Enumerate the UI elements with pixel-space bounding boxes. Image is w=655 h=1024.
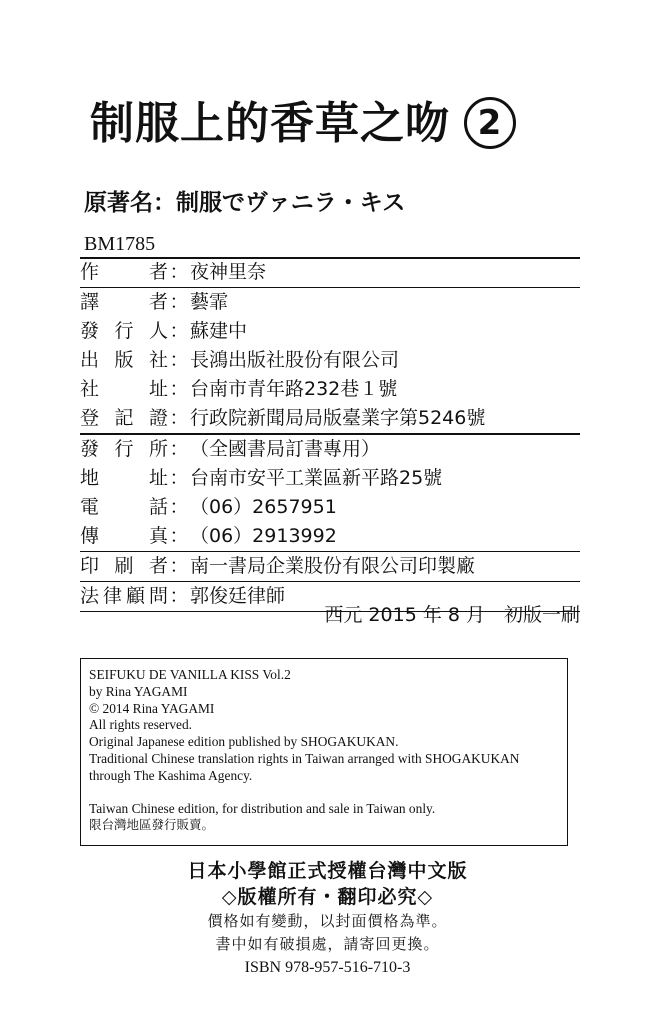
license-line: © 2014 Rina YAGAMI [89,700,215,716]
license-line: All rights reserved. [89,717,193,733]
license-line: SEIFUKU DE VANILLA KISS Vol.2 [89,667,291,682]
colophon-label: 電話 [80,496,168,518]
colophon-row-press: 出版社 ： 長鴻出版社股份有限公司 [80,346,580,375]
colophon-label: 傳真 [80,525,168,547]
colophon-value: 行政院新聞局局版臺業字第5246號 [190,407,486,429]
colophon-row-publisher: 發行人 ： 蘇建中 [80,317,580,346]
volume-number-circle: 2 [464,97,516,149]
colophon-label: 出版社 [80,349,168,371]
book-title-text: 制服上的香草之吻 [90,98,450,149]
colophon-label: 地址 [80,467,168,489]
colophon-label: 發行所 [80,438,168,460]
colophon-label: 登記證 [80,407,168,429]
damage-note: 書中如有破損處，請寄回更換。 [215,935,440,953]
colophon-row-legal-advisor: 法律顧問 ： 郭俊廷律師 [80,582,580,612]
colophon-value: 台南市安平工業區新平路25號 [190,467,443,489]
colophon-label: 發行人 [80,320,168,342]
colophon-row-press-address: 社址 ： 台南市青年路232巷１號 [80,375,580,404]
colophon-value: 台南市青年路232巷１號 [190,378,398,400]
colophon-value: 藝霏 [190,291,229,313]
colophon-row-registration: 登記證 ： 行政院新聞局局版臺業字第5246號 [80,404,580,433]
license-line: by Rina YAGAMI [89,683,188,699]
edition-date: 西元 2015 年 8 月 初版一刷 [324,604,580,626]
colophon-value: 長鴻出版社股份有限公司 [190,349,400,371]
colophon-value: 蘇建中 [190,320,248,342]
book-code: BM1785 [84,233,156,255]
distribution-line: Taiwan Chinese edition, for distribution and sale in Taiwan only. [89,800,436,816]
license-box [80,658,568,846]
license-line: Original Japanese edition published by SHOGAKUKAN. [89,734,399,750]
colophon-value: （06）2913992 [190,525,337,547]
colophon-value: 郭俊廷律師 [190,585,286,607]
colophon-label: 譯者 [80,291,168,313]
colophon-row-fax: 傳真 ： （06）2913992 [80,522,580,552]
rights-statement: ◇版權所有・翻印必究◇ [221,886,434,908]
colophon-value: 南一書局企業股份有限公司印製廠 [190,555,476,577]
distribution-line-zh: 限台灣地區發行販賣。 [89,817,215,833]
colophon-label: 作者 [80,261,168,283]
colophon-value: （全國書局訂書專用） [190,438,381,460]
license-line: Traditional Chinese translation rights in Taiwan arranged with SHOGAKUKAN [89,750,520,766]
colophon-label: 印刷者 [80,555,168,577]
colophon-row-translator: 譯者 ： 藝霏 [80,288,580,317]
license-line: through The Kashima Agency. [89,767,253,783]
colophon-label: 社址 [80,378,168,400]
colophon-row-phone: 電話 ： （06）2657951 [80,493,580,522]
book-title [90,96,610,152]
colophon-value: 夜神里奈 [190,261,267,283]
colophon-value: （06）2657951 [190,496,337,518]
colophon-label: 法律顧問 [80,585,168,607]
original-title: 原著名：制服でヴァニラ・キス [84,190,406,216]
price-note: 價格如有變動，以封面價格為準。 [207,912,448,930]
colophon-row-address: 地址 ： 台南市安平工業區新平路25號 [80,464,580,493]
isbn: ISBN 978-957-516-710-3 [244,959,411,976]
license-statement: 日本小學館正式授權台灣中文版 [187,860,468,882]
colophon-list [80,258,580,612]
colophon-row-printer: 印刷者 ： 南一書局企業股份有限公司印製廠 [80,552,580,582]
colophon-row-author: 作者 ： 夜神里奈 [80,258,580,288]
colophon-row-distributor: 發行所 ： （全國書局訂書專用） [80,433,580,464]
